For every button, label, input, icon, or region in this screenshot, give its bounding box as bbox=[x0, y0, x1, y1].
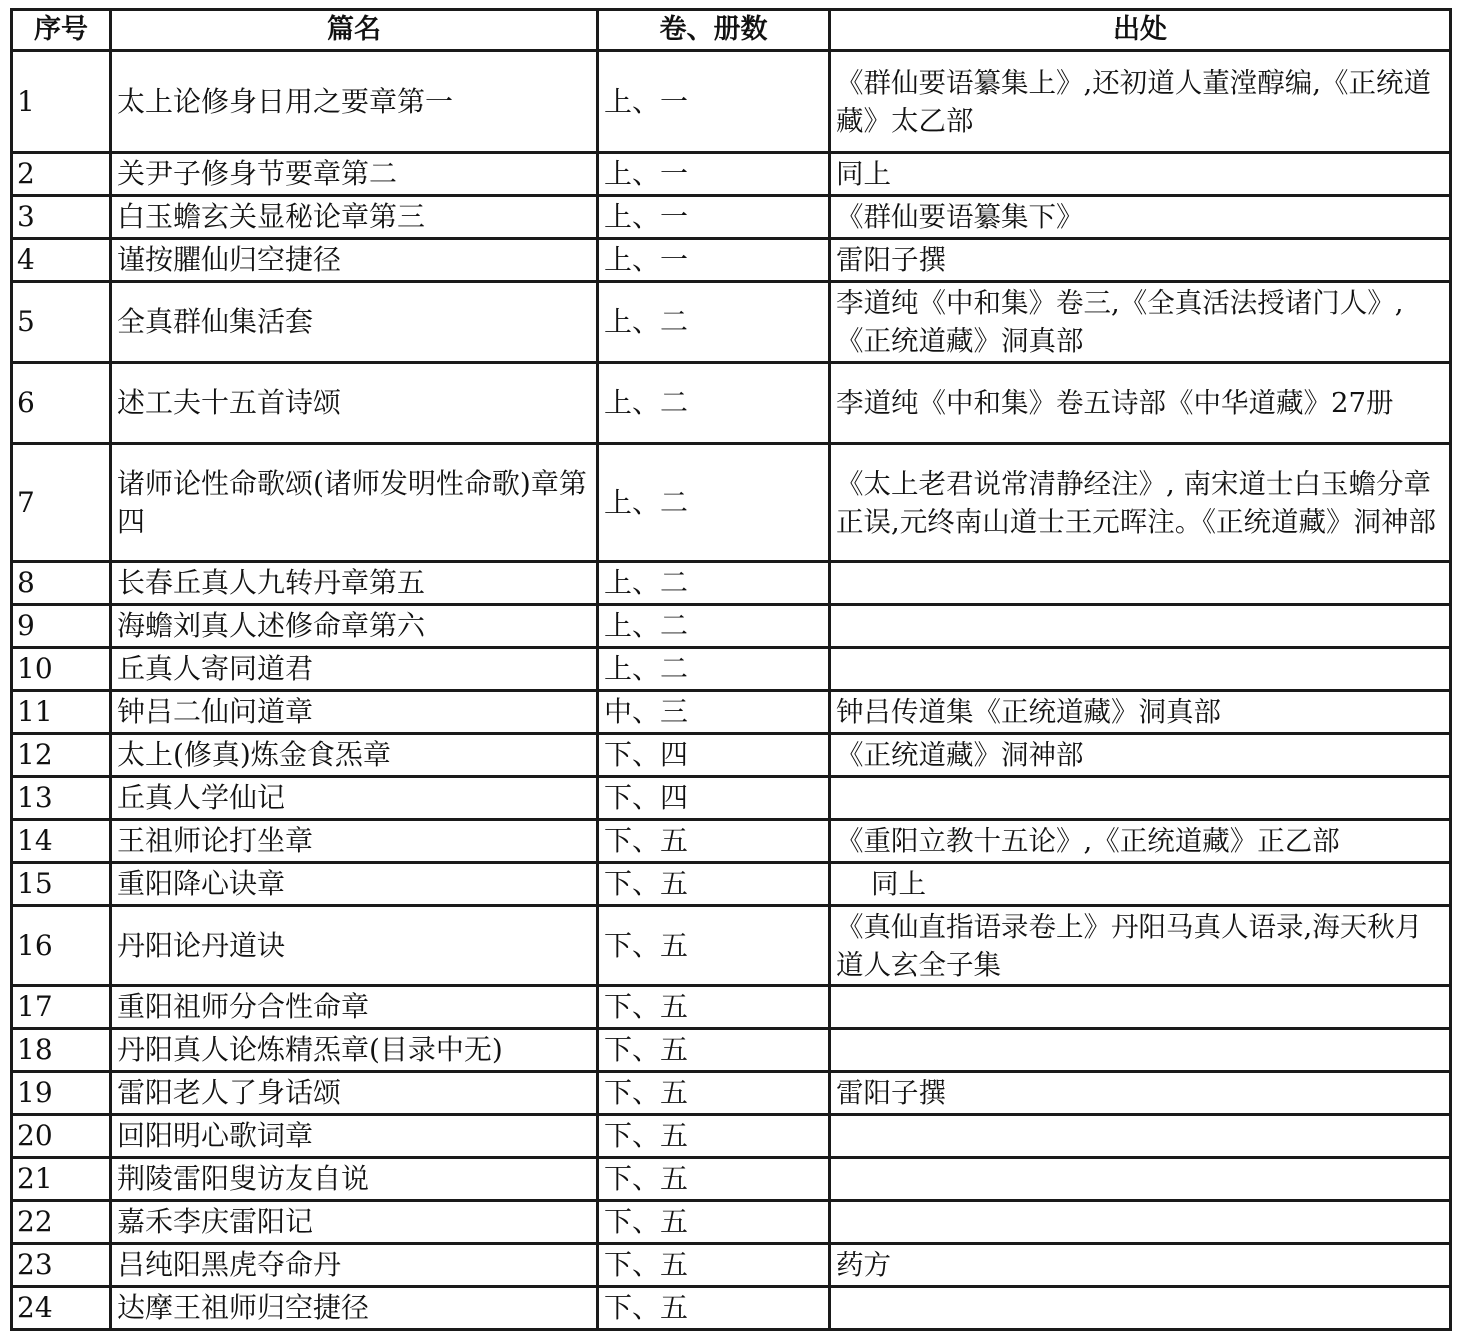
row-title: 丘真人学仙记 bbox=[111, 777, 598, 820]
row-index: 1 bbox=[12, 51, 111, 153]
row-index: 21 bbox=[12, 1158, 111, 1201]
row-title: 述工夫十五首诗颂 bbox=[111, 363, 598, 444]
row-index: 17 bbox=[12, 986, 111, 1029]
row-volume: 下、五 bbox=[598, 986, 830, 1029]
table-row bbox=[12, 1072, 1451, 1115]
row-title: 丹阳论丹道诀 bbox=[111, 906, 598, 986]
row-title: 吕纯阳黑虎夺命丹 bbox=[111, 1244, 598, 1287]
row-volume: 上、一 bbox=[598, 51, 830, 153]
row-source bbox=[830, 1115, 1451, 1158]
table-row bbox=[12, 444, 1451, 562]
row-source: 李道纯《中和集》卷五诗部《中华道藏》27册 bbox=[830, 363, 1451, 444]
row-index: 19 bbox=[12, 1072, 111, 1115]
row-source: 《群仙要语纂集上》,还初道人董漟醇编,《正统道藏》太乙部 bbox=[830, 51, 1451, 153]
row-title: 太上(修真)炼金食炁章 bbox=[111, 734, 598, 777]
row-volume: 上、二 bbox=[598, 605, 830, 648]
row-title: 海蟾刘真人述修命章第六 bbox=[111, 605, 598, 648]
header-volume: 卷、册数 bbox=[598, 10, 830, 51]
row-title: 全真群仙集活套 bbox=[111, 282, 598, 363]
row-volume: 上、二 bbox=[598, 282, 830, 363]
table-row bbox=[12, 51, 1451, 153]
row-index: 12 bbox=[12, 734, 111, 777]
row-source: 李道纯《中和集》卷三,《全真活法授诸门人》,《正统道藏》洞真部 bbox=[830, 282, 1451, 363]
row-source: 雷阳子撰 bbox=[830, 239, 1451, 282]
row-volume: 上、一 bbox=[598, 196, 830, 239]
row-source bbox=[830, 562, 1451, 605]
row-index: 16 bbox=[12, 906, 111, 986]
table-row bbox=[12, 863, 1451, 906]
row-index: 15 bbox=[12, 863, 111, 906]
row-volume: 下、四 bbox=[598, 777, 830, 820]
table-row bbox=[12, 363, 1451, 444]
row-volume: 下、四 bbox=[598, 734, 830, 777]
row-source bbox=[830, 777, 1451, 820]
row-source bbox=[830, 1158, 1451, 1201]
row-index: 8 bbox=[12, 562, 111, 605]
header-index: 序号 bbox=[12, 10, 111, 51]
row-source: 《真仙直指语录卷上》丹阳马真人语录,海天秋月道人玄全子集 bbox=[830, 906, 1451, 986]
table-row bbox=[12, 906, 1451, 986]
row-title: 白玉蟾玄关显秘论章第三 bbox=[111, 196, 598, 239]
row-title: 王祖师论打坐章 bbox=[111, 820, 598, 863]
table-body bbox=[12, 51, 1451, 1330]
row-title: 诸师论性命歌颂(诸师发明性命歌)章第四 bbox=[111, 444, 598, 562]
row-index: 4 bbox=[12, 239, 111, 282]
row-title: 丘真人寄同道君 bbox=[111, 648, 598, 691]
row-volume: 下、五 bbox=[598, 1244, 830, 1287]
row-title: 荆陵雷阳叟访友自说 bbox=[111, 1158, 598, 1201]
row-source: 《太上老君说常清静经注》, 南宋道士白玉蟾分章正误,元终南山道士王元晖注。《正统道藏》洞神部 bbox=[830, 444, 1451, 562]
row-source: 药方 bbox=[830, 1244, 1451, 1287]
row-index: 14 bbox=[12, 820, 111, 863]
row-source bbox=[830, 986, 1451, 1029]
row-title: 达摩王祖师归空捷径 bbox=[111, 1287, 598, 1330]
row-title: 关尹子修身节要章第二 bbox=[111, 153, 598, 196]
row-volume: 下、五 bbox=[598, 820, 830, 863]
table-row bbox=[12, 691, 1451, 734]
row-source: 同上 bbox=[830, 153, 1451, 196]
row-title: 嘉禾李庆雷阳记 bbox=[111, 1201, 598, 1244]
row-index: 23 bbox=[12, 1244, 111, 1287]
chapter-source-table bbox=[10, 8, 1452, 1331]
table-row bbox=[12, 605, 1451, 648]
row-index: 13 bbox=[12, 777, 111, 820]
row-index: 10 bbox=[12, 648, 111, 691]
row-volume: 中、三 bbox=[598, 691, 830, 734]
row-title: 重阳祖师分合性命章 bbox=[111, 986, 598, 1029]
row-index: 20 bbox=[12, 1115, 111, 1158]
table-row bbox=[12, 239, 1451, 282]
table-row bbox=[12, 1201, 1451, 1244]
header-title: 篇名 bbox=[111, 10, 598, 51]
row-index: 3 bbox=[12, 196, 111, 239]
header-source: 出处 bbox=[830, 10, 1451, 51]
row-source bbox=[830, 1201, 1451, 1244]
row-volume: 上、二 bbox=[598, 363, 830, 444]
table-row bbox=[12, 196, 1451, 239]
row-volume: 上、一 bbox=[598, 153, 830, 196]
row-index: 6 bbox=[12, 363, 111, 444]
row-title: 回阳明心歌词章 bbox=[111, 1115, 598, 1158]
row-title: 丹阳真人论炼精炁章(目录中无) bbox=[111, 1029, 598, 1072]
row-index: 5 bbox=[12, 282, 111, 363]
table-row bbox=[12, 734, 1451, 777]
row-title: 太上论修身日用之要章第一 bbox=[111, 51, 598, 153]
row-volume: 上、二 bbox=[598, 444, 830, 562]
row-volume: 下、五 bbox=[598, 1158, 830, 1201]
header-row bbox=[12, 10, 1451, 51]
row-volume: 上、一 bbox=[598, 239, 830, 282]
row-title: 谨按臞仙归空捷径 bbox=[111, 239, 598, 282]
row-title: 钟吕二仙问道章 bbox=[111, 691, 598, 734]
table-row bbox=[12, 986, 1451, 1029]
table-row bbox=[12, 282, 1451, 363]
row-index: 18 bbox=[12, 1029, 111, 1072]
row-source bbox=[830, 605, 1451, 648]
table-row bbox=[12, 777, 1451, 820]
row-source: 《重阳立教十五论》,《正统道藏》正乙部 bbox=[830, 820, 1451, 863]
row-title: 重阳降心诀章 bbox=[111, 863, 598, 906]
row-title: 长春丘真人九转丹章第五 bbox=[111, 562, 598, 605]
row-index: 22 bbox=[12, 1201, 111, 1244]
row-index: 11 bbox=[12, 691, 111, 734]
row-source: 同上 bbox=[830, 863, 1451, 906]
row-volume: 下、五 bbox=[598, 1072, 830, 1115]
row-source: 《正统道藏》洞神部 bbox=[830, 734, 1451, 777]
row-volume: 下、五 bbox=[598, 1115, 830, 1158]
table-row bbox=[12, 1244, 1451, 1287]
row-volume: 下、五 bbox=[598, 1201, 830, 1244]
table-row bbox=[12, 1029, 1451, 1072]
row-index: 9 bbox=[12, 605, 111, 648]
row-source bbox=[830, 1287, 1451, 1330]
row-volume: 下、五 bbox=[598, 1029, 830, 1072]
table-row bbox=[12, 820, 1451, 863]
row-index: 2 bbox=[12, 153, 111, 196]
row-index: 7 bbox=[12, 444, 111, 562]
row-source: 钟吕传道集《正统道藏》洞真部 bbox=[830, 691, 1451, 734]
row-volume: 上、二 bbox=[598, 648, 830, 691]
row-source: 雷阳子撰 bbox=[830, 1072, 1451, 1115]
row-source: 《群仙要语纂集下》 bbox=[830, 196, 1451, 239]
table-row bbox=[12, 153, 1451, 196]
row-volume: 下、五 bbox=[598, 906, 830, 986]
table-row bbox=[12, 1115, 1451, 1158]
row-title: 雷阳老人了身话颂 bbox=[111, 1072, 598, 1115]
row-volume: 下、五 bbox=[598, 863, 830, 906]
table-row bbox=[12, 1158, 1451, 1201]
row-source bbox=[830, 648, 1451, 691]
row-volume: 下、五 bbox=[598, 1287, 830, 1330]
table-row bbox=[12, 562, 1451, 605]
row-volume: 上、二 bbox=[598, 562, 830, 605]
table-row bbox=[12, 1287, 1451, 1330]
row-source bbox=[830, 1029, 1451, 1072]
table-row bbox=[12, 648, 1451, 691]
row-index: 24 bbox=[12, 1287, 111, 1330]
